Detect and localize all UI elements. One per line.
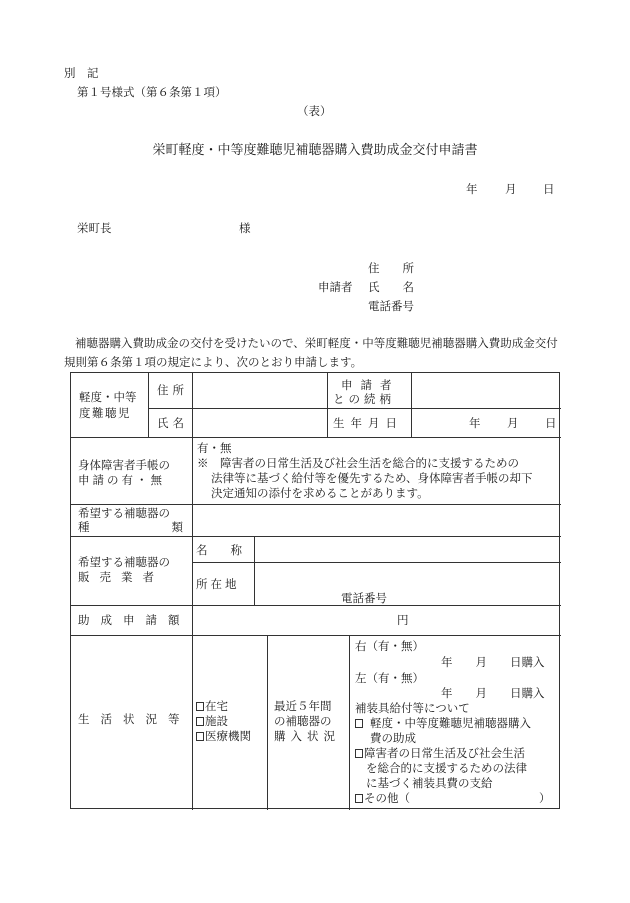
document-title: 栄町軽度・中等度難聴児補聴器購入費助成金交付申請書 — [152, 143, 478, 158]
handbook-note-line2: 法律等に基づく給付等を優先するため、身体障害者手帳の却下 — [211, 471, 533, 485]
living-option-facility: 施設 — [196, 714, 228, 728]
vendor-location-label: 所在地 — [196, 577, 240, 591]
date-month: 月 — [505, 182, 517, 196]
aid-type-label-line1: 希望する補聴器の — [78, 506, 170, 520]
left-ear-purchase-date: 年 月 日購入 — [441, 686, 545, 700]
benefit-heading: 補装具給付等について — [355, 701, 470, 715]
vendor-label-line1: 希望する補聴器の — [78, 555, 170, 569]
application-statement: 補聴器購入費助成金の交付を受けたいので、栄町軽度・中等度難聴児補聴器購入費助成金交付規則第６条第１項の規定により、次のとおり申請します。 — [64, 336, 558, 369]
purchase-label-line2: の補聴器の — [274, 714, 332, 728]
date-day: 日 — [543, 182, 555, 196]
addressee-name: 栄町長 — [77, 221, 112, 235]
birth-date-label: 生年月日 — [333, 416, 403, 430]
checkbox-icon — [196, 702, 204, 711]
benefit-option-2: 障害者の日常生活及び社会生活 — [355, 746, 525, 760]
child-address-label: 住所 — [157, 383, 188, 397]
purchase-label-line3: 購入状況 — [274, 729, 340, 743]
checkbox-icon — [355, 719, 363, 728]
vendor-label-line2: 販売業者 — [78, 570, 164, 584]
amount-label: 助成申請額 — [78, 613, 191, 627]
benefit-option-1-cont: 費の助成 — [370, 731, 416, 745]
checkbox-icon — [196, 732, 204, 741]
birth-year: 年 — [469, 416, 481, 430]
living-option-medical: 医療機関 — [196, 729, 251, 743]
birth-month: 月 — [507, 416, 519, 430]
living-status-label: 生活状況等 — [78, 712, 191, 726]
aid-type-label-line2: 種 類 — [78, 520, 183, 534]
amount-unit: 円 — [397, 613, 409, 627]
checkbox-icon — [196, 717, 204, 726]
applicant-phone-label: 電話番号 — [368, 299, 414, 313]
benefit-option-2-cont2: に基づく補装具費の支給 — [366, 776, 493, 790]
child-label-line1: 軽度・中等 — [79, 390, 137, 404]
applicant-name-label: 氏 名 — [368, 280, 414, 294]
benefit-option-other-close: ） — [539, 791, 551, 805]
handbook-label-line2: 申請の有・無 — [78, 473, 165, 487]
child-label-line2: 度難聴児 — [79, 406, 131, 420]
applicant-address-label: 住 所 — [368, 261, 414, 275]
addressee-honorific: 様 — [239, 221, 251, 235]
handbook-note-line3: 決定通知の添付を求めることがあります。 — [211, 486, 429, 500]
handbook-note-line1: ※ 障害者の日常生活及び社会生活を総合的に支援するための — [197, 456, 519, 470]
benefit-option-2-cont1: を総合的に支援するための法律 — [366, 761, 527, 775]
child-name-label: 氏名 — [157, 416, 188, 430]
benefit-option-1: 軽度・中等度難聴児補聴器購入 — [355, 716, 531, 730]
checkbox-icon — [355, 749, 363, 758]
date-year: 年 — [466, 182, 478, 196]
applicant-label: 申請者 — [318, 280, 353, 294]
checkbox-icon — [355, 794, 363, 803]
birth-day: 日 — [545, 416, 557, 430]
relation-label-line1: 申請者 — [341, 378, 400, 392]
left-ear-label: 左（有・無） — [355, 671, 424, 685]
application-form-table — [70, 372, 560, 809]
handbook-label-line1: 身体障害者手帳の — [78, 458, 170, 472]
right-ear-label: 右（有・無） — [355, 639, 424, 653]
annex-label: 別 記 — [64, 66, 99, 80]
benefit-option-other: その他（ — [355, 791, 410, 805]
right-ear-purchase-date: 年 月 日購入 — [441, 655, 545, 669]
living-option-home: 在宅 — [196, 699, 228, 713]
purchase-label-line1: 最近５年間 — [274, 699, 332, 713]
vendor-name-label: 名 称 — [196, 543, 242, 557]
handbook-choice: 有・無 — [197, 441, 232, 455]
relation-label-line2: との続柄 — [333, 392, 395, 406]
form-side-label: （表） — [297, 104, 332, 118]
vendor-phone-label: 電話番号 — [341, 591, 387, 605]
form-number: 第１号様式（第６条第１項） — [77, 85, 227, 99]
